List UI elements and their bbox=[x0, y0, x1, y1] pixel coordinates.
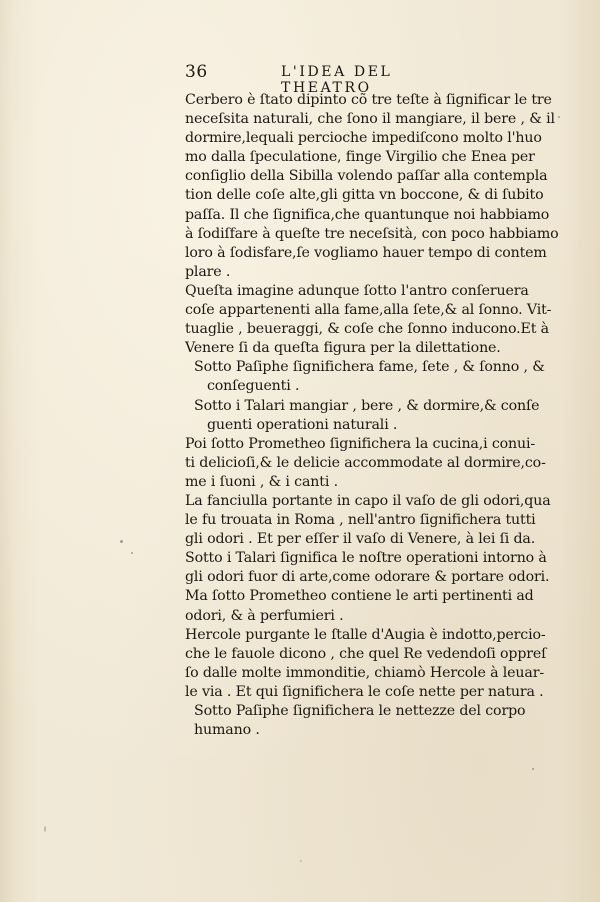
text-line: La fanciulla portante in capo il vaſo de gli odori,qua bbox=[185, 492, 551, 509]
text-line: Sotto Paſiphe ſignifichera le nettezze del corpo bbox=[194, 703, 526, 719]
paper-speck bbox=[131, 552, 133, 554]
body-text bbox=[185, 91, 557, 740]
text-line: tuaglie , beueraggi, & coſe che ſonno inducono.Et à bbox=[185, 321, 549, 338]
text-line: à ſodiſfare à queſte tre neceſsità, con poco habbiamo bbox=[185, 225, 559, 242]
text-line: ti delicioſi,& le delicie accommodate al dormire,co- bbox=[185, 454, 546, 471]
text-line: Sotto i Talari ſignifica le noſtre operationi intorno à bbox=[185, 550, 547, 567]
text-line: Venere ſi da queſta figura per la dilettatione. bbox=[185, 340, 501, 357]
text-line: le fu trouata in Roma , nell'antro ſignifichera tutti bbox=[185, 512, 536, 529]
text-line: Ma ſotto Prometheo contiene le arti pertinenti ad bbox=[185, 588, 534, 605]
paper-speck bbox=[120, 540, 123, 543]
text-line: neceſsita naturali, che ſono il mangiare, il bere , & il bbox=[185, 111, 555, 128]
text-line: mo dalla ſpeculatione, finge Virgilio che Enea per bbox=[185, 149, 535, 166]
text-line: odori, & à perfumieri . bbox=[185, 607, 344, 624]
text-line: Sotto i Talari mangiar , bere , & dormire,& conſe bbox=[194, 397, 540, 414]
text-line: Queſta imagine adunque ſotto l'antro conſeruera bbox=[185, 282, 529, 299]
text-line: loro à ſodisfare,ſe vogliamo hauer tempo di contem bbox=[185, 244, 547, 261]
text-line: che le fauole dicono , che quel Re vedendoſi oppreſ bbox=[185, 645, 547, 662]
text-line: gli odori . Et per eſſer il vaſo di Venere, à lei ſi da. bbox=[185, 531, 536, 548]
text-line: dormire,lequali percioche impediſcono molto l'huo bbox=[185, 130, 542, 147]
text-line: Poi ſotto Prometheo ſignifichera la cucina,i conui- bbox=[185, 435, 536, 452]
text-line: humano . bbox=[194, 722, 260, 739]
text-line: tion delle coſe alte,gli gitta vn boccone, & di ſubito bbox=[185, 187, 544, 204]
text-line: Hercole purgante le ſtalle d'Augia è indotto,percio- bbox=[185, 626, 546, 643]
text-line: me i ſuoni , & i canti . bbox=[185, 473, 338, 490]
running-head: L'IDEA DEL THEATRO bbox=[281, 64, 393, 96]
paper-speck bbox=[558, 116, 560, 118]
paper-speck bbox=[44, 826, 46, 832]
page-number: 36 bbox=[185, 62, 208, 82]
text-line: plare . bbox=[185, 263, 231, 280]
text-line: conſeguenti . bbox=[207, 378, 300, 395]
text-line: guenti operationi naturali . bbox=[207, 416, 398, 433]
text-line: coſe appartenenti alla fame,alla ſete,& al ſonno. Vit- bbox=[185, 302, 552, 319]
text-line: Sotto Paſiphe ſignifichera fame, ſete , & ſonno , & bbox=[194, 359, 545, 376]
text-line: ſo dalle molte immonditie, chiamò Hercole à leuar- bbox=[185, 664, 544, 681]
text-line: le via . Et qui ſignifichera le coſe nette per natura . bbox=[185, 683, 544, 700]
paper-speck bbox=[532, 768, 534, 770]
text-line: paſſa. Il che ſignifica,che quantunque noi habbiamo bbox=[185, 206, 550, 223]
paper-speck bbox=[300, 860, 302, 862]
text-line: Cerbero è ſtato dipinto cõ tre teſte à ſignificar le tre bbox=[185, 92, 552, 108]
text-line: conſiglio della Sibilla volendo paſſar alla contempla bbox=[185, 168, 548, 185]
page-header bbox=[185, 62, 485, 96]
text-line: gli odori fuor di arte,come odorare & portare odori. bbox=[185, 569, 550, 586]
